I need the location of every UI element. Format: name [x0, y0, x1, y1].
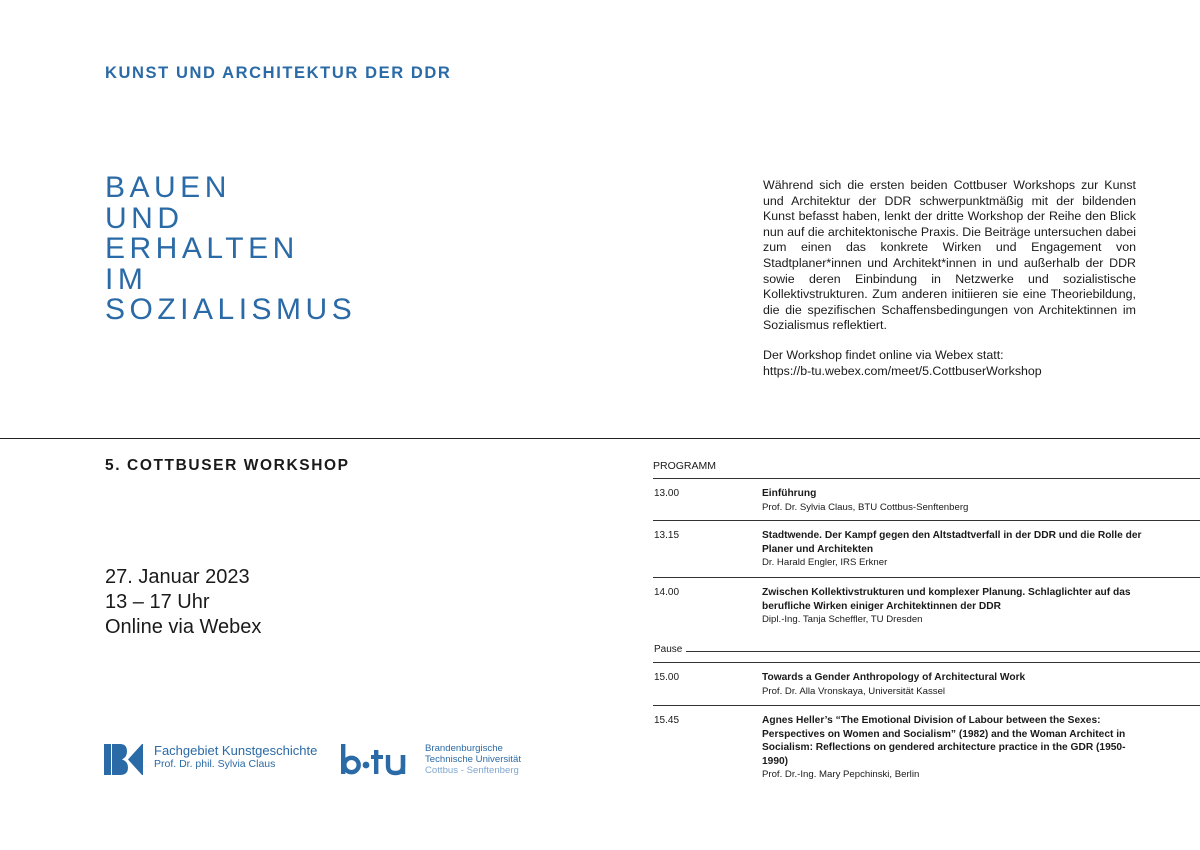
title-line-4: IM: [105, 262, 148, 296]
program-divider: [653, 520, 1200, 521]
program-speaker: Prof. Dr. Alla Vronskaya, Universität Kassel: [762, 685, 946, 697]
title-line-1: BAUEN: [105, 171, 231, 204]
pause-divider: [686, 651, 1200, 652]
webex-link[interactable]: https://b-tu.webex.com/meet/5.CottbuserWorkshop: [763, 363, 1042, 378]
btu-line-2: Technische Universität: [425, 754, 521, 766]
page-title: [105, 173, 356, 326]
intro-text: [763, 178, 1136, 379]
program-speaker: Dipl.-Ing. Tanja Scheffler, TU Dresden: [762, 614, 923, 625]
program-speaker: Prof. Dr. Sylvia Claus, BTU Cottbus-Senftenberg: [762, 501, 969, 513]
btu-line-1: Brandenburgische: [425, 743, 503, 754]
title-line-2: UND: [105, 201, 184, 235]
title-line-5: SOZIALISMUS: [105, 293, 357, 326]
bk-logo-icon: [104, 744, 143, 775]
event-date: 27. Januar 2023: [105, 566, 250, 588]
program-divider: [653, 662, 1200, 663]
title-line-3: ERHALTEN: [105, 232, 299, 265]
event-details: [105, 565, 261, 640]
btu-logo-icon: [339, 742, 417, 776]
btu-line-3: Cottbus - Senftenberg: [425, 765, 519, 777]
online-note: Der Workshop findet online via Webex statt:: [763, 347, 1004, 362]
program-time: 13.00: [654, 488, 680, 499]
program-talk-title: Towards a Gender Anthropology of Architectural Work: [762, 672, 1026, 683]
event-time: 13 – 17 Uhr: [105, 591, 210, 613]
program-speaker: Dr. Harald Engler, IRS Erkner: [762, 557, 888, 568]
program-talk-title: Zwischen Kollektivstrukturen und komplexer Planung. Schlaglichter auf das berufliche Wirken einiger Architektinnen der DDR: [762, 587, 1131, 612]
program-talk-title: Stadtwende. Der Kampf gegen den Altstadtverfall in der DDR und die Rolle der Planer und Architekten: [762, 530, 1142, 555]
pause-label: Pause: [654, 644, 683, 655]
program-time: 14.00: [654, 587, 680, 598]
workshop-title: 5. COTTBUSER WORKSHOP: [105, 457, 350, 474]
program-talk-title: Einführung: [762, 488, 817, 499]
program-talk-title: Agnes Heller’s “The Emotional Division of Labour between the Sexes: Perspectives on Women and Socialism” (1982) and the Woman Architect in Socialism: Reflections on gendered architecture practice in the GDR (1950-1990): [762, 715, 1126, 767]
program-divider: [653, 577, 1200, 578]
program-time: 15.00: [654, 672, 680, 683]
section-divider: [0, 438, 1200, 439]
btu-name: [425, 743, 521, 777]
event-venue: Online via Webex: [105, 616, 262, 638]
program-time: 15.45: [654, 715, 680, 726]
program-divider: [653, 705, 1200, 706]
pause-row: [653, 644, 1200, 658]
program-speaker: Prof. Dr.-Ing. Mary Pepchinski, Berlin: [762, 769, 920, 780]
bk-department: [154, 743, 317, 771]
series-title: KUNST UND ARCHITEKTUR DER DDR: [105, 64, 452, 82]
bk-department-name: Fachgebiet Kunstgeschichte: [154, 743, 318, 758]
bk-professor: Prof. Dr. phil. Sylvia Claus: [154, 758, 276, 770]
program-divider: [653, 478, 1200, 479]
program-time: 13.15: [654, 530, 680, 541]
program-heading: PROGRAMM: [653, 460, 716, 472]
intro-paragraph: Während sich die ersten beiden Cottbuser Workshops zur Kunst und Architektur der DDR schwerpunktmäßig mit der bildenden Kunst befasst haben, lenkt der dritte Workshop der Reihe den Blick nun auf die architektonische Praxis. Die Beiträge untersuchen dabei zum einen das konkrete Wirken und Engagement von Stadtplaner*innen und Architekt*innen in und außerhalb der DDR sowie deren Einbindung in Netzwerke und sozialistische Kollektivstrukturen. Zum anderen initiieren sie eine Theoriebildung, die die spezifischen Schaffensbedingungen von Architektinnen im Sozialismus reflektiert.: [763, 178, 1136, 333]
